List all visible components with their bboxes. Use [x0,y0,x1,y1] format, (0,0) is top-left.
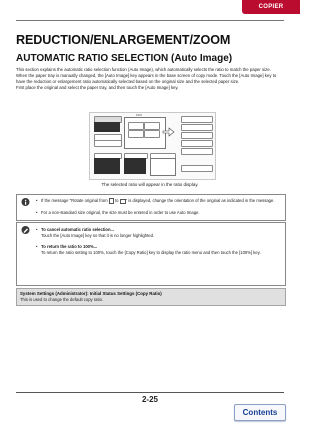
tip-item: • To return the ratio to 100%... To return the ratio setting to 100%, touch the [Copy Ratio] key to display the ratio menu and then touch the [100%] key. [36,244,261,255]
info-note-box [16,194,286,221]
note-item: • For a non-standard size original, the size must be entered in order to use Auto Image. [36,210,200,215]
pencil-icon [17,223,34,285]
screen-tray-key [128,130,144,138]
note-item: • If the message "Rotate original from to " is displayed, change the orientation of the original as indicated in the message. [36,198,275,204]
ratio-display: 100% [136,115,142,117]
copier-screen-illustration [89,112,216,180]
page-number: 2-25 [141,395,158,404]
footer-rule [16,392,284,393]
screen-key [181,132,213,139]
screen-display-panel [94,158,120,174]
intro-paragraph: First place the original and select the paper tray, and then touch the [Auto Image] key. [16,84,179,90]
screen-tray-key [128,122,144,130]
screen-key [181,124,213,131]
screen-key [181,140,213,147]
system-settings-box [16,288,286,306]
pointer-hand-icon [162,125,176,137]
intro-text [16,67,286,91]
system-settings-text: This is used to change the default copy ratio. [20,297,104,302]
system-settings-heading: System Settings (Administrator): Initial Status Settings (Copy Ratio) [20,290,162,296]
intro-paragraph: This section explains the automatic ratio selection function (Auto Image), which automatically selects the ratio to match the paper size. [16,67,271,72]
screen-key [94,140,122,147]
intro-paragraph: When the paper tray is manually changed, the [Auto Image] key appears in the base screen of copy mode. Touch the [Auto Image] key to have the reduction or enlargement ratio automatically selected based on the original size and the selected paper size. [16,72,277,84]
header-rule [16,20,284,21]
screen-key [181,165,213,172]
info-icon [17,195,34,220]
contents-button[interactable]: Contents [234,404,286,421]
screen-caption: The selected ratio will appear in the ratio display. [101,182,199,187]
section-tab: COPIER [242,0,300,14]
screen-key [181,116,213,123]
screen-display-panel [94,122,120,132]
screen-tray-key [144,130,160,138]
screen-panel [150,158,176,176]
screen-key [181,148,213,155]
page-title: REDUCTION/ENLARGEMENT/ZOOM [16,33,231,47]
tip-item: • To cancel automatic ratio selection... Touch the [Auto Image] key so that it is no longer highlighted. [36,227,155,238]
tip-note-box [16,222,286,286]
screen-tray-key [144,122,160,130]
screen-display-panel [124,158,146,174]
section-subtitle: AUTOMATIC RATIO SELECTION (Auto Image) [16,53,233,64]
